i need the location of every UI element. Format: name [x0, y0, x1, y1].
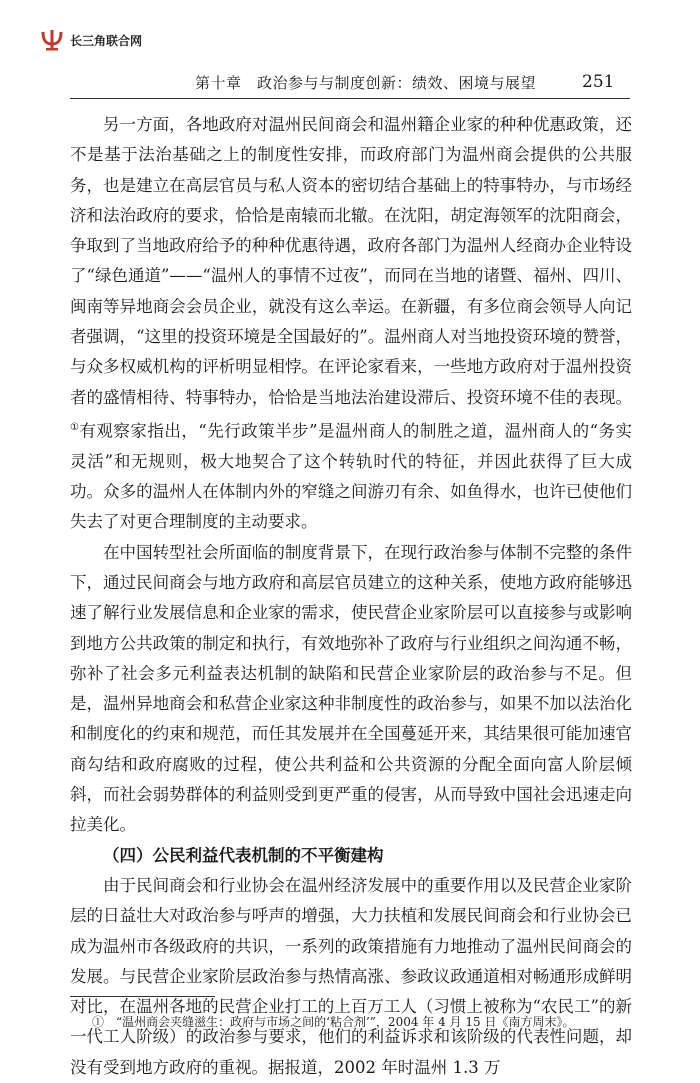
paragraph: 由于民间商会和行业协会在温州经济发展中的重要作用以及民营企业家阶层的日益壮大对政治参与呼声的增强，大力扶植和发展民间商会和行业协会已成为温州市各级政府的共识，一系列的政策措施有力地推动了温州民间商会的发展。与民营企业家阶层政治参与热情高涨、参政议政通道相对畅通形成鲜明对比，在温州各地的民营企业打工的上百万工人（习惯上被称为“农民工”的新一代工人阶级）的政治参与要求，他们的利益诉求和该阶级的代表性问题，却没有受到地方政府的重视。据报道，2002 年时温州 1.3 万	[70, 875, 632, 1077]
page-body	[70, 110, 632, 1083]
page-number: 251	[582, 72, 615, 92]
footnote	[92, 1013, 574, 1030]
running-head: 第十章 政治参与与制度创新：绩效、困境与展望	[195, 74, 537, 92]
psi-logo-icon	[40, 28, 64, 52]
paragraph: 在中国转型社会所面临的制度背景下，在现行政治参与体制不完整的条件下，通过民间商会与地方政府和高层官员建立的这种关系，使地方政府能够迅速了解行业发展信息和企业家的需求，使民营企业家阶层可以直接参与或影响到地方公共政策的制定和执行，有效地弥补了政府与行业组织之间沟通不畅，弥补了社会多元利益表达机制的缺陷和民营企业家阶层的政治参与不足。但是，温州异地商会和私营企业家这种非制度性的政治参与，如果不加以法治化和制度化的约束和规范，而任其发展并在全国蔓延开来，其结果很可能加速官商勾结和政府腐败的过程，使公共利益和公共资源的分配全面向富人阶层倾斜，而社会弱势群体的利益则受到更严重的侵害，从而导致中国社会迅速走向拉美化。	[70, 542, 632, 835]
footnote-rule	[70, 996, 215, 997]
footnote-marker: ①	[92, 1015, 105, 1029]
footnote-reference: ①	[70, 421, 80, 433]
section-heading: （四）公民利益代表机制的不平衡建构	[103, 845, 384, 865]
site-logo-text: 长三角联合网	[70, 33, 143, 48]
site-logo[interactable]	[40, 28, 142, 52]
footnote-text: “温州商会夹缝滋生：政府与市场之间的‘粘合剂’”，2004 年 4 月 15 日《南方周末》。	[116, 1015, 575, 1029]
paragraph: 另一方面，各地政府对温州民间商会和温州籍企业家的种种优惠政策，还不是基于法治基础之上的制度性安排，而政府部门为温州商会提供的公共服务，也是建立在高层官员与私人资本的密切结合基础上的特事特办，与市场经济和法治政府的要求，恰恰是南辕而北辙。在沈阳，胡定海领军的沈阳商会，争取到了当地政府给予的种种优惠待遇，政府各部门为温州人经商办企业特设了“绿色通道”——“温州人的事情不过夜”，而同在当地的诸暨、福州、四川、闽南等异地商会会员企业，就没有这么幸运。在新疆，有多位商会领导人向记者强调，“这里的投资环境是全国最好的”。温州商人对当地投资环境的赞誉，与众多权威机构的评析明显相悖。在评论家看来，一些地方政府对于温州投资者的盛情相待、特事特办，恰恰是当地法治建设滞后、投资环境不佳的表现。①有观察家指出，“先行政策半步”是温州商人的制胜之道，温州商人的“务实灵活”和无规则，极大地契合了这个转轨时代的特征，并因此获得了巨大成功。众多的温州人在体制内外的窄缝之间游刃有余、如鱼得水，也许已使他们失去了对更合理制度的主动要求。	[70, 115, 633, 532]
header-rule	[70, 98, 630, 99]
